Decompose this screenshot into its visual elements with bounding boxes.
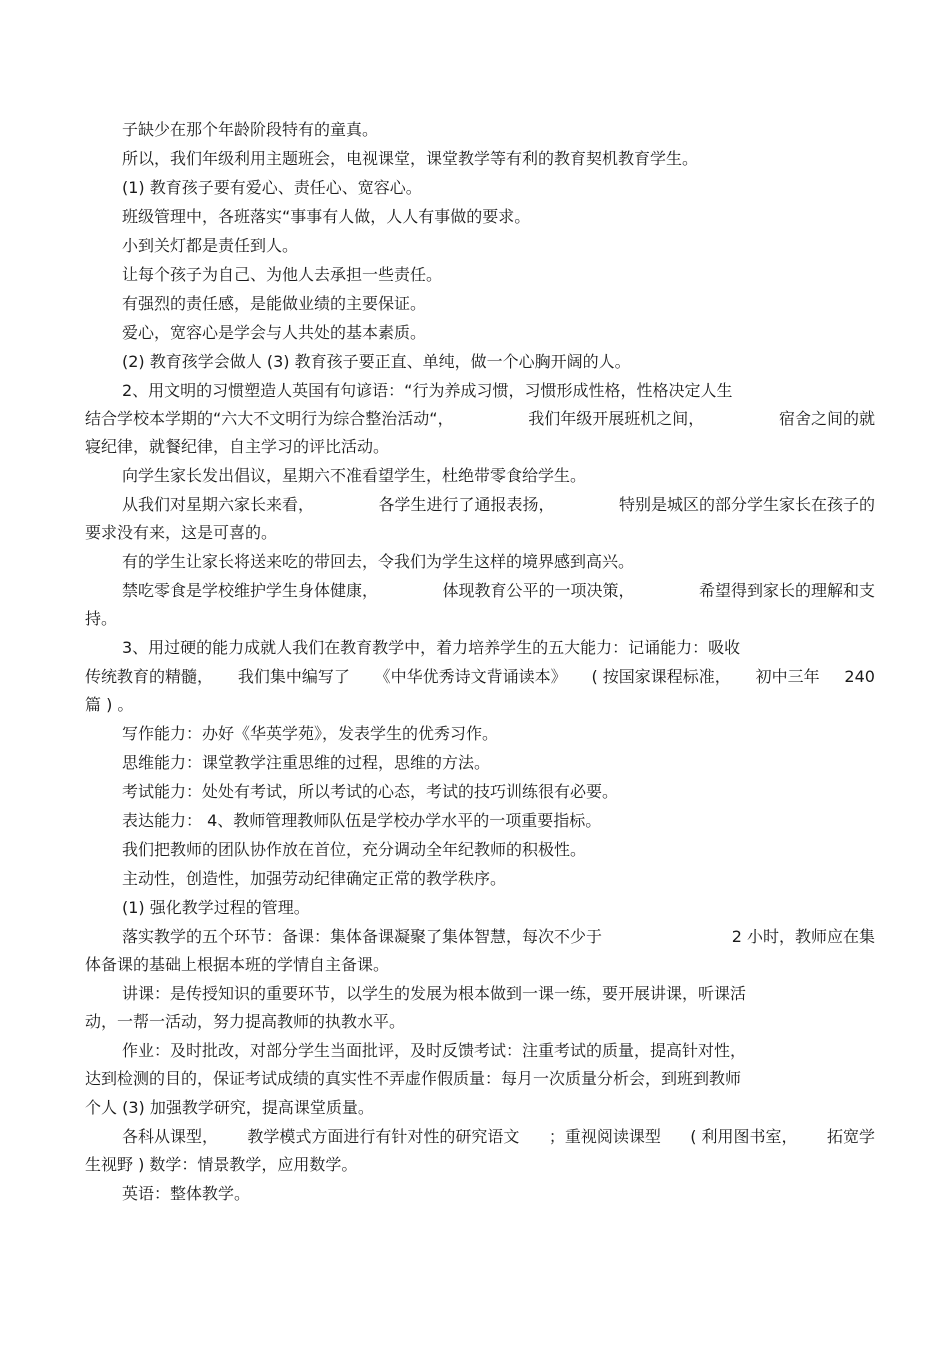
text-segment: 我们年级开展班机之间， (528, 409, 705, 428)
text-line (85, 407, 875, 431)
text-segment: 我们集中编写了 (237, 667, 350, 686)
text-segment: 各科从课型， (122, 1127, 219, 1146)
text-line: 让每个孩子为自己、为他人去承担一些责任。 (122, 265, 443, 284)
text-line: 动，一帮一活动，努力提高教师的执教水平。 (85, 1012, 406, 1031)
text-line (122, 579, 875, 603)
text-line: (1) 教育孩子要有爱心、责任心、宽容心。 (122, 178, 422, 197)
text-segment: 各学生进行了通报表扬， (378, 495, 555, 514)
text-segment: 希望得到家长的理解和支 (698, 581, 875, 600)
text-line (122, 493, 875, 517)
text-line: 作业：及时批改，对部分学生当面批评，及时反馈考试：注重考试的质量，提高针对性， (122, 1041, 747, 1060)
text-segment: 禁吃零食是学校维护学生身体健康， (122, 581, 379, 600)
text-line: 有的学生让家长将送来吃的带回去，令我们为学生这样的境界感到高兴。 (122, 552, 635, 571)
text-segment: 体现教育公平的一项决策， (442, 581, 635, 600)
text-segment: 宿舍之间的就 (778, 409, 875, 428)
text-line: 个人 (3) 加强教学研究，提高课堂质量。 (85, 1098, 374, 1117)
text-line: (1) 强化教学过程的管理。 (122, 898, 310, 917)
text-line: 达到检测的目的，保证考试成绩的真实性不弄虚作假质量：每月一次质量分析会，到班到教师 (85, 1069, 742, 1088)
text-line: 子缺少在那个年龄阶段特有的童真。 (122, 120, 379, 139)
text-line: 我们把教师的团队协作放在首位，充分调动全年纪教师的积极性。 (122, 840, 587, 859)
text-line: 要求没有来，这是可喜的。 (85, 523, 278, 542)
text-segment: 《中华优秀诗文背诵读本》 (374, 667, 567, 686)
text-segment: ( 按国家课程标准， (591, 667, 731, 686)
text-line: 有强烈的责任感，是能做业绩的主要保证。 (122, 294, 427, 313)
text-line: 写作能力：办好《华英学苑》，发表学生的优秀习作。 (122, 724, 499, 743)
text-line: 讲课：是传授知识的重要环节，以学生的发展为根本做到一课一练，要开展讲课，听课活 (122, 984, 747, 1003)
text-line (85, 665, 875, 689)
text-line: 2、用文明的习惯塑造人英国有句谚语：“行为养成习惯，习惯形成性格，性格决定人生 (122, 381, 733, 400)
text-line: 所以，我们年级利用主题班会，电视课堂，课堂教学等有利的教育契机教育学生。 (122, 149, 699, 168)
text-line: 3、用过硬的能力成就人我们在教育教学中，着力培养学生的五大能力：记诵能力：吸收 (122, 638, 741, 657)
text-line: 生视野 ) 数学：情景教学，应用数学。 (85, 1155, 358, 1174)
text-segment: 240 (844, 667, 875, 686)
text-line: 持。 (85, 609, 118, 628)
text-line (122, 925, 875, 949)
text-segment: 传统教育的精髓， (85, 667, 214, 686)
text-line: 篇 ) 。 (85, 695, 134, 714)
text-line: 体备课的基础上根据本班的学情自主备课。 (85, 955, 390, 974)
text-segment: 初中三年 (755, 667, 820, 686)
text-segment: ( 利用图书室， (690, 1127, 798, 1146)
text-line: 小到关灯都是责任到人。 (122, 236, 299, 255)
text-line: 主动性，创造性，加强劳动纪律确定正常的教学秩序。 (122, 869, 507, 888)
text-line: 寝纪律，就餐纪律，自主学习的评比活动。 (85, 437, 390, 456)
text-segment: 落实教学的五个环节：备课：集体备课凝聚了集体智慧，每次不少于 (122, 927, 603, 946)
text-line: 表达能力： 4、教师管理教师队伍是学校办学水平的一项重要指标。 (122, 811, 602, 830)
text-line: 爱心，宽容心是学会与人共处的基本素质。 (122, 323, 427, 342)
text-segment: 教学模式方面进行有针对性的研究语文 (247, 1127, 520, 1146)
text-line: 思维能力：课堂教学注重思维的过程，思维的方法。 (122, 753, 491, 772)
text-segment: ；重视阅读课型 (548, 1127, 661, 1146)
text-line: 英语：整体教学。 (122, 1184, 251, 1203)
text-line: 向学生家长发出倡议，星期六不准看望学生，杜绝带零食给学生。 (122, 466, 587, 485)
text-line (122, 1125, 875, 1149)
text-segment: 从我们对星期六家长来看， (122, 495, 315, 514)
text-line: (2) 教育孩学会做人 (3) 教育孩子要正直、单纯，做一个心胸开阔的人。 (122, 352, 631, 371)
text-segment: 拓宽学 (826, 1127, 875, 1146)
text-line: 班级管理中，各班落实“事事有人做，人人有事做的要求。 (122, 207, 531, 226)
text-segment: 2 小时，教师应在集 (731, 927, 875, 946)
text-segment: 特别是城区的部分学生家长在孩子的 (618, 495, 875, 514)
text-line: 考试能力：处处有考试，所以考试的心态，考试的技巧训练很有必要。 (122, 782, 619, 801)
text-segment: 结合学校本学期的“六大不文明行为综合整治活动“， (85, 409, 454, 428)
